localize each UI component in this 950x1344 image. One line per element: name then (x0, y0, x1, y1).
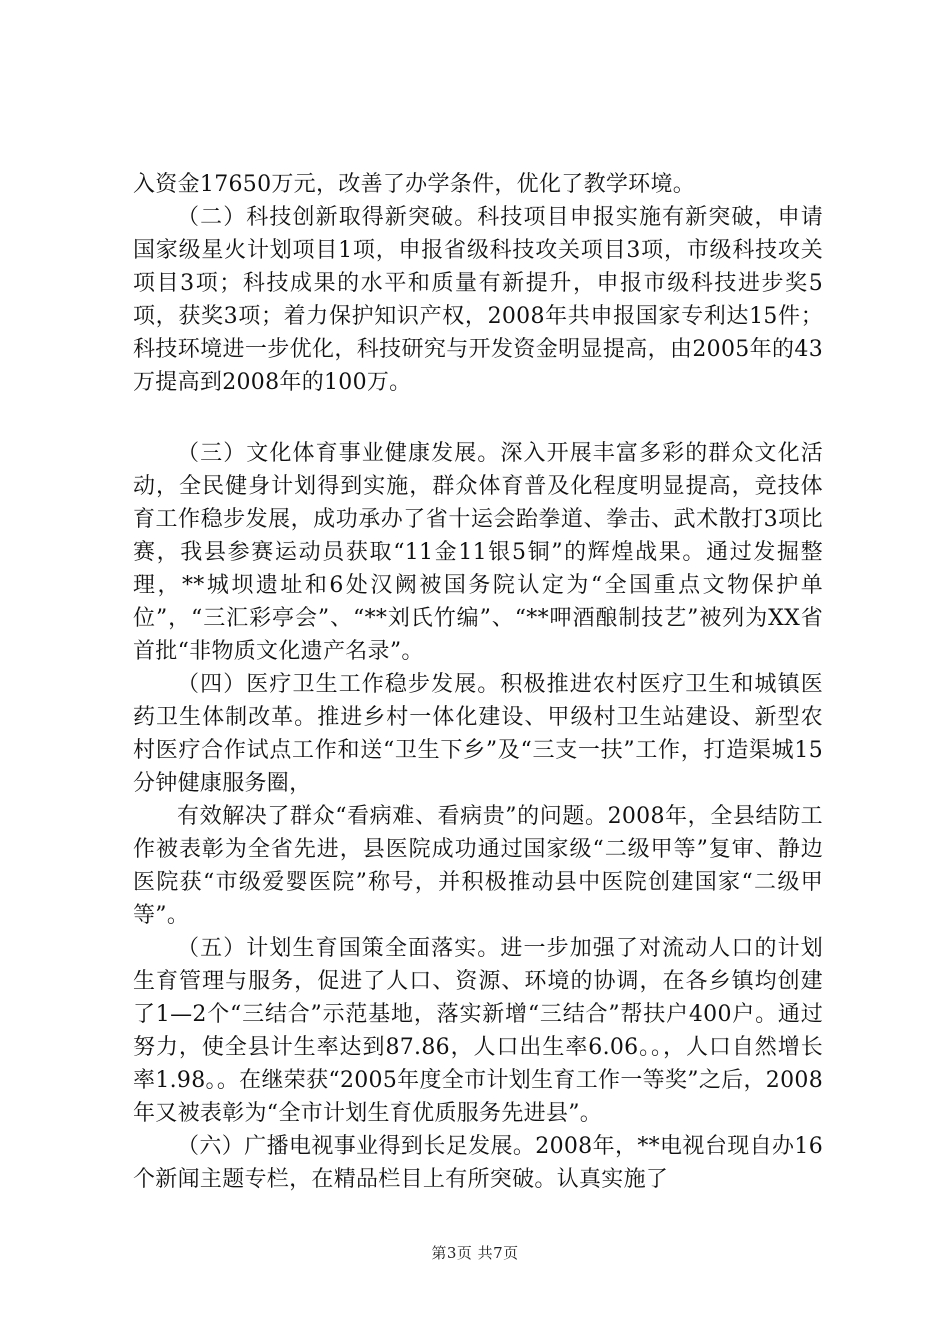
paragraph-healthcare: （四）医疗卫生工作稳步发展。积极推进农村医疗卫生和城镇医药卫生体制改革。推进乡村一体化建设、甲级村卫生站建设、新型农村医疗合作试点工作和送“卫生下乡”及“三支一扶”工作，打造渠城15分钟健康服务圈， (133, 672, 823, 796)
document-body (133, 168, 823, 1196)
paragraph-education-funding: 入资金17650万元，改善了办学条件，优化了教学环境。 (133, 172, 696, 197)
paragraph-healthcare-continued: 有效解决了群众“看病难、看病贵”的问题。2008年，全县结防工作被表彰为全省先进，县医院成功通过国家级“二级甲等”复审、静边医院获“市级爱婴医院”称号，并积极推动县中医院创建国家“二级甲等”。 (133, 804, 823, 928)
paragraph-culture-sports: （三）文化体育事业健康发展。深入开展丰富多彩的群众文化活动，全民健身计划得到实施，群众体育普及化程度明显提高，竞技体育工作稳步发展，成功承办了省十运会跆拳道、拳击、武术散打3项比赛，我县参赛运动员获取“11金11银5铜”的辉煌战果。通过发掘整理，**城坝遗址和6处汉阙被国务院认定为“全国重点文物保护单位”，“三汇彩亭会”、“**刘氏竹编”、“**呷酒酿制技艺”被列为XX省首批“非物质文化遗产名录”。 (133, 441, 823, 664)
paragraph-tech-innovation: （二）科技创新取得新突破。科技项目申报实施有新突破，申请国家级星火计划项目1项，申报省级科技攻关项目3项，市级科技攻关项目3项；科技成果的水平和质量有新提升，申报市级科技进步奖5项，获奖3项；着力保护知识产权，2008年共申报国家专利达15件；科技环境进一步优化，科技研究与开发资金明显提高，由2005年的43万提高到2008年的100万。 (133, 205, 823, 395)
paragraph-broadcasting: （六）广播电视事业得到长足发展。2008年，**电视台现自办16个新闻主题专栏，在精品栏目上有所突破。认真实施了 (133, 1134, 823, 1192)
page-number-footer: 第3页 共7页 (431, 1244, 519, 1262)
paragraph-family-planning: （五）计划生育国策全面落实。进一步加强了对流动人口的计划生育管理与服务，促进了人口、资源、环境的协调，在各乡镇均创建了1—2个“三结合”示范基地，落实新增“三结合”帮扶户400户。通过努力，使全县计生率达到87.86，人口出生率6.06。。，人口自然增长率1.98。。在继荣获“2005年度全市计划生育工作一等奖”之后，2008年又被表彰为“全市计划生育优质服务先进县”。 (133, 936, 823, 1126)
